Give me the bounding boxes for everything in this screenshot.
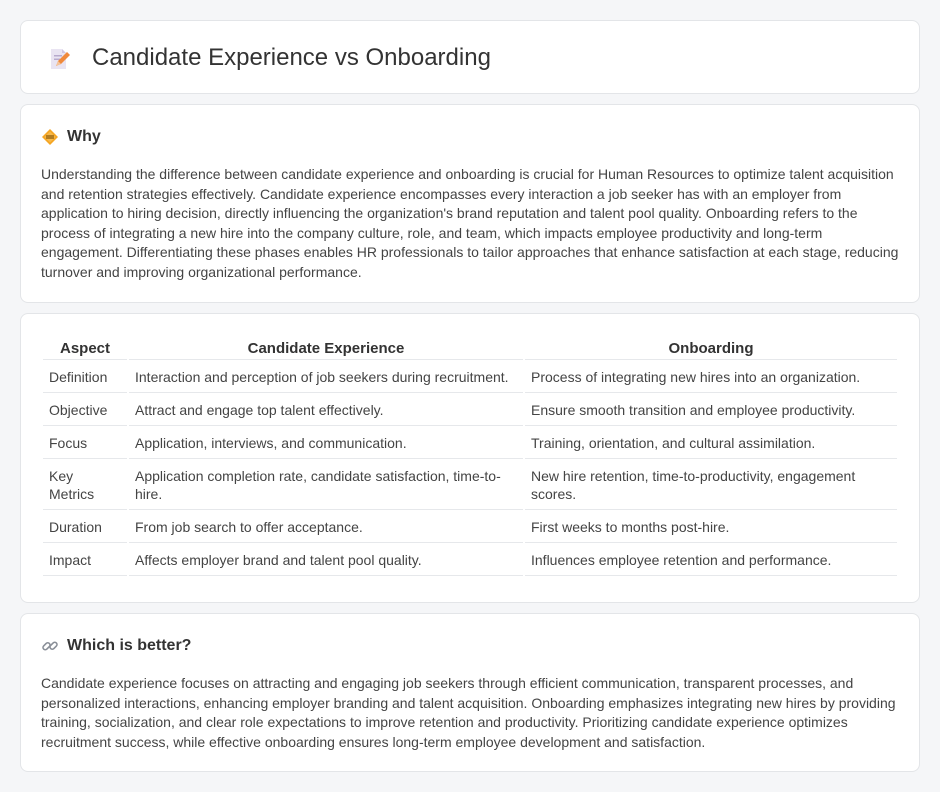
table-row: [43, 428, 897, 459]
comparison-table: [41, 334, 899, 578]
table-row: [43, 395, 897, 426]
cell-onboarding: Process of integrating new hires into an organization.: [525, 362, 897, 393]
table-row: [43, 512, 897, 543]
why-heading: [41, 127, 101, 147]
header-onboarding: Onboarding: [525, 336, 897, 360]
cell-onboarding: New hire retention, time-to-productivity, engagement scores.: [525, 461, 897, 510]
cell-aspect: Focus: [43, 428, 127, 459]
table-row: [43, 545, 897, 576]
cell-onboarding: First weeks to months post-hire.: [525, 512, 897, 543]
cell-onboarding: Influences employee retention and performance.: [525, 545, 897, 576]
why-section: [20, 104, 920, 303]
cell-aspect: Impact: [43, 545, 127, 576]
cell-aspect: Key Metrics: [43, 461, 127, 510]
cell-candidate: Application completion rate, candidate satisfaction, time-to-hire.: [129, 461, 523, 510]
better-heading: [41, 636, 191, 656]
cell-candidate: Attract and engage top talent effectively.: [129, 395, 523, 426]
which-is-better-section: [20, 613, 920, 772]
comparison-section: [20, 313, 920, 603]
cell-candidate: Application, interviews, and communication.: [129, 428, 523, 459]
better-title: Which is better?: [67, 637, 192, 654]
header-aspect: Aspect: [43, 336, 127, 360]
why-title: Why: [67, 128, 101, 145]
diamond-sign-icon: [41, 128, 59, 146]
why-paragraph: Understanding the difference between candidate experience and onboarding is crucial for Human Resources to optimize talent acquisition and retention strategies effectively. Candidate experience encompasses every interaction a job seeker has with an employer from application to hiring decision, directly influencing the organization's brand reputation and talent pool quality. Onboarding refers to the process of integrating a new hire into the company culture, role, and team, which impacts employee productivity and long-term engagement. Differentiating these phases enables HR professionals to tailor approaches that enhance satisfaction at each stage, reducing turnover and improving organizational performance.: [41, 166, 899, 280]
cell-onboarding: Training, orientation, and cultural assimilation.: [525, 428, 897, 459]
header-candidate-experience: Candidate Experience: [129, 336, 523, 360]
link-icon: [41, 637, 59, 655]
cell-aspect: Duration: [43, 512, 127, 543]
cell-candidate: Interaction and perception of job seekers during recruitment.: [129, 362, 523, 393]
table-row: [43, 362, 897, 393]
header-card: [20, 20, 920, 94]
better-paragraph: Candidate experience focuses on attracting and engaging job seekers through efficient communication, transparent processes, and personalized interactions, enhancing employer branding and talent acquisition. Onboarding emphasizes integrating new hires by providing training, socialization, and clear role expectations to improve retention and productivity. Prioritizing candidate experience optimizes recruitment success, while effective onboarding ensures long-term employee development and satisfaction.: [41, 675, 896, 750]
cell-onboarding: Ensure smooth transition and employee productivity.: [525, 395, 897, 426]
cell-candidate: Affects employer brand and talent pool quality.: [129, 545, 523, 576]
document-pen-icon: [47, 47, 71, 71]
table-row: [43, 461, 897, 510]
table-header-row: [43, 336, 897, 360]
cell-candidate: From job search to offer acceptance.: [129, 512, 523, 543]
cell-aspect: Objective: [43, 395, 127, 426]
page-title: Candidate Experience vs Onboarding: [92, 44, 491, 71]
cell-aspect: Definition: [43, 362, 127, 393]
